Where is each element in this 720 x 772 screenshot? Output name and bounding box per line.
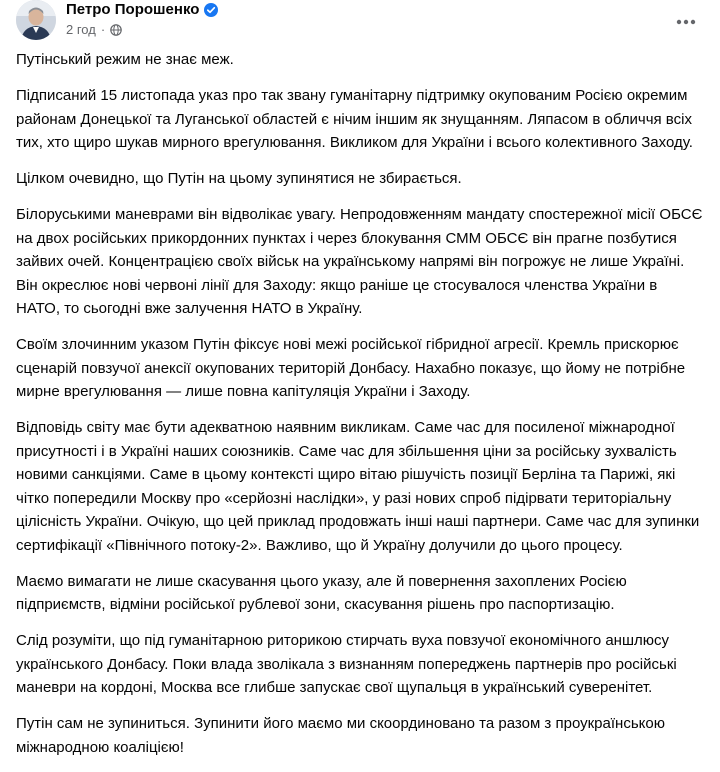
post-timestamp[interactable]: 2 год: [66, 22, 96, 37]
paragraph-3: Цілком очевидно, що Путін на цьому зупинятися не збирається.: [16, 170, 462, 187]
more-options-button[interactable]: [668, 4, 704, 40]
paragraph-8: Слід розуміти, що під гуманітарною риторикою стирчать вуха повзучої економічного аншлюсу українського Донбасу. Поки влада зволікала з визнанням попереджень партнерів про російські маневри на кордоні, Москва все глибше запускає свої щупальця в український суверенітет.: [16, 632, 677, 696]
post-text: [16, 48, 704, 772]
post-header: [16, 0, 704, 48]
avatar-image: [16, 0, 56, 40]
avatar[interactable]: [16, 0, 56, 40]
globe-icon[interactable]: [110, 24, 122, 36]
paragraph-9: Путін сам не зупиниться. Зупинити його маємо ми скоординовано та разом з проукраїнською міжнародною коаліцією!: [16, 715, 665, 756]
paragraph-7: Маємо вимагати не лише скасування цього указу, але й повернення захоплених Росією підприємств, відміни російської рублевої зони, скасування рішень про паспортизацію.: [16, 572, 627, 613]
paragraph-6: Відповідь світу має бути адекватною наявним викликам. Саме час для посиленої міжнародної присутності і в Україні наших союзників. Саме час для збільшення ціни за російську зухвалість новими санкціями. Саме в цьому контексті щиро вітаю рішучість позиції Берліна та Парижі, які чітко попередили Москву про «серйозні наслідки», у разі нових спроб підірвати територіальну цілісність України. Очікую, що цей приклад продовжать інші наші партнери. Саме час для зупинки сертифікації «Північного потоку-2». Важливо, що й Україну долучили до цього процесу.: [16, 419, 700, 554]
paragraph-2: Підписаний 15 листопада указ про так звану гуманітарну підтримку окупованим Росією окремим районам Донецької та Луганської областей є нічим іншим як знущанням. Ляпасом в обличчя всіх тих, хто щиро шукав мирного врегулювання. Викликом для України і всього колективного Заходу.: [16, 87, 693, 151]
verified-badge-icon: [204, 3, 218, 17]
paragraph-1: Путінський режим не знає меж.: [16, 51, 234, 68]
post-meta: [66, 22, 122, 37]
paragraph-5: Своїм злочинним указом Путін фіксує нові межі російської гібридної агресії. Кремль прискорює сценарій повзучої анексії окупованих територій Донбасу. Нахабно показує, що йому не потрібне мирне врегулювання — лише повна капітуляція України і Заходу.: [16, 336, 686, 400]
paragraph-4: Білоруськими маневрами він відволікає увагу. Непродовженням мандату спостережної місії ОБСЄ на двох російських прикордонних пунктах і через блокування СММ ОБСЄ він прагне позбутися зайвих очей. Концентрацією своїх військ на українському напрямі він погрожує не лише Україні. Він окреслює нові червоні лінії для Заходу: якщо раніше це стосувалося членства України в НАТО, то сьогодні вже залучення НАТО в Україну.: [16, 206, 703, 317]
more-options-icon: [676, 19, 696, 25]
author-name[interactable]: [66, 1, 218, 18]
meta-separator: ·: [100, 22, 106, 37]
author-name-text: Петро Порошенко: [66, 1, 200, 18]
